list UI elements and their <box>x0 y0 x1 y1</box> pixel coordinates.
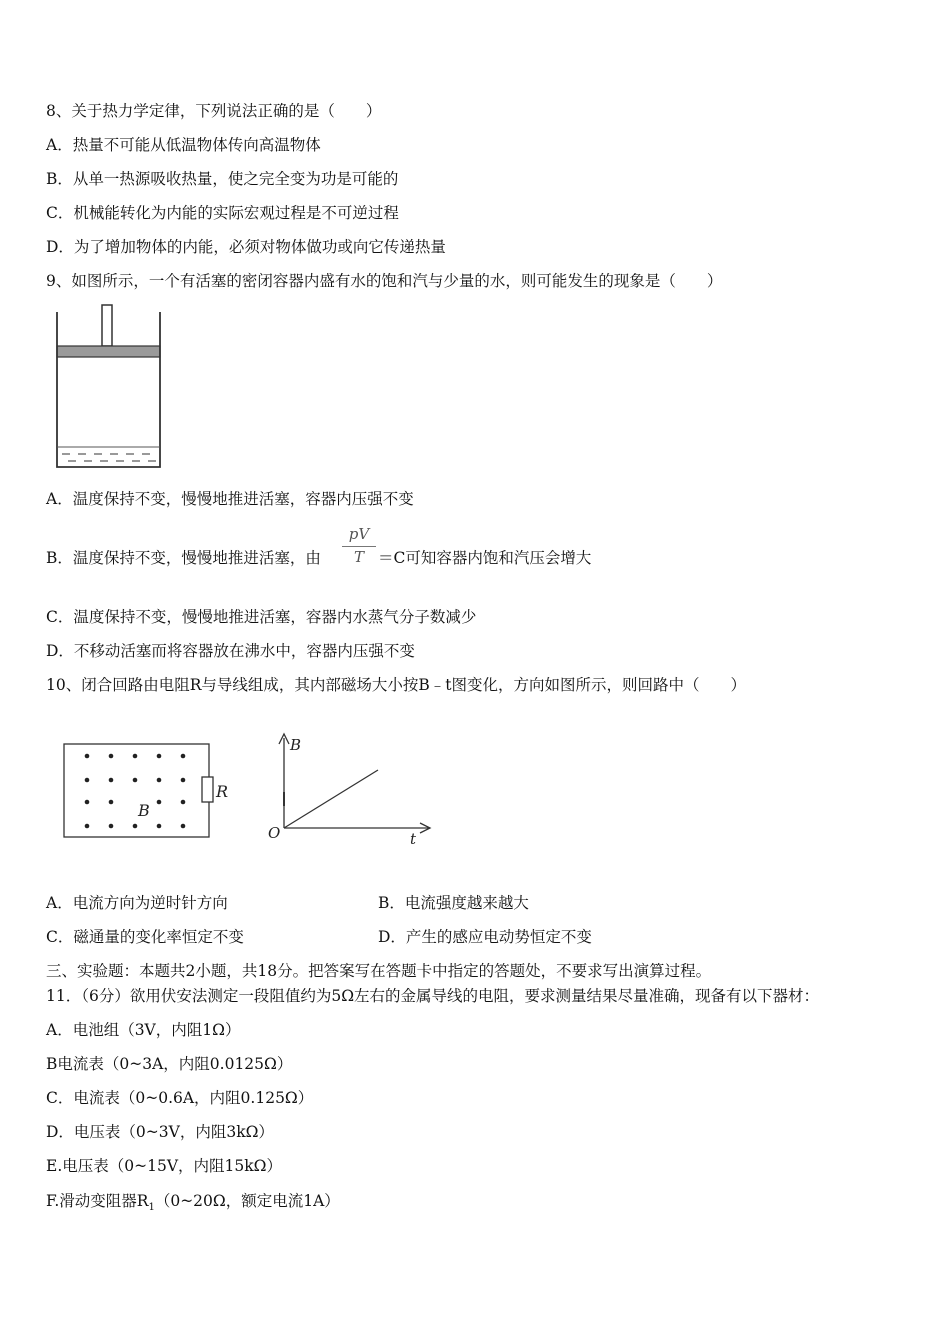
field-dots <box>85 754 186 829</box>
q8-option-c: C．机械能转化为内能的实际宏观过程是不可逆过程 <box>46 204 399 222</box>
fraction-numerator: pV <box>348 525 370 543</box>
formula-fraction <box>342 525 376 568</box>
q9-stem: 9、如图所示，一个有活塞的密闭容器内盛有水的饱和汽与少量的水，则可能发生的现象是（ ） <box>46 272 723 290</box>
q10-option-c: C．磁通量的变化率恒定不变 <box>46 928 244 946</box>
q9-option-a: A．温度保持不变，慢慢地推进活塞，容器内压强不变 <box>46 490 414 508</box>
resistor-label: R <box>216 782 229 801</box>
q10-option-b: B．电流强度越来越大 <box>378 894 529 912</box>
q10-option-a: A．电流方向为逆时针方向 <box>46 894 228 912</box>
q10-stem: 10、闭合回路由电阻R与导线组成，其内部磁场大小按B﹣t图变化，方向如图所示，则回路中（ ） <box>46 676 747 694</box>
piston-rod <box>102 305 112 346</box>
q8-option-a: A．热量不可能从低温物体传向高温物体 <box>46 136 321 154</box>
q11-item-e: E.电压表（0~15V，内阻15kΩ） <box>46 1157 282 1175</box>
b-axis-label: B <box>290 736 302 754</box>
q9-option-d: D．不移动活塞而将容器放在沸水中，容器内压强不变 <box>46 642 415 660</box>
field-label: B <box>138 801 150 820</box>
q10-option-d: D．产生的感应电动势恒定不变 <box>378 928 592 946</box>
q11-item-f-subscript: 1 <box>148 1202 155 1214</box>
piston-container-figure <box>50 302 170 474</box>
resistor <box>202 777 213 802</box>
q11-item-c: C．电流表（0~0.6A，内阻0.125Ω） <box>46 1089 314 1107</box>
q11-item-d: D．电压表（0~3V，内阻3kΩ） <box>46 1123 274 1141</box>
b-t-graph <box>262 730 437 850</box>
circuit-field-figure <box>60 740 245 842</box>
q11-item-f-prefix: F.滑动变阻器R <box>46 1192 149 1210</box>
q9-option-c: C．温度保持不变，慢慢地推进活塞，容器内水蒸气分子数减少 <box>46 608 477 626</box>
loop-wire <box>64 744 209 837</box>
t-axis-label: t <box>410 830 417 848</box>
q8-option-d: D．为了增加物体的内能，必须对物体做功或向它传递热量 <box>46 238 446 256</box>
q11-stem: 11．（6分）欲用伏安法测定一段阻值约为5Ω左右的金属导线的电阻，要求测量结果尽量准确，现备有以下器材： <box>46 987 820 1005</box>
q11-item-a: A．电池组（3V，内阻1Ω） <box>46 1021 241 1039</box>
piston-plate <box>57 346 160 357</box>
water-dashes <box>62 454 156 461</box>
q9-option-b-suffix: ＝C可知容器内饱和汽压会增大 <box>378 549 592 567</box>
origin-label: O <box>268 824 281 842</box>
q9-option-b-prefix: B．温度保持不变，慢慢地推进活塞，由 <box>46 549 321 567</box>
section-3-heading: 三、实验题：本题共2小题，共18分。把答案写在答题卡中指定的答题处，不要求写出演算过程。 <box>46 962 712 980</box>
q11-item-f-suffix: （0~20Ω，额定电流1A） <box>154 1192 340 1210</box>
fraction-denominator: T <box>353 548 364 566</box>
q11-item-b: B电流表（0~3A，内阻0.0125Ω） <box>46 1055 293 1073</box>
q8-option-b: B．从单一热源吸收热量，使之完全变为功是可能的 <box>46 170 399 188</box>
q11-item-f <box>46 1191 340 1218</box>
b-t-line <box>284 770 378 828</box>
q8-stem: 8、关于热力学定律，下列说法正确的是（ ） <box>46 102 382 120</box>
